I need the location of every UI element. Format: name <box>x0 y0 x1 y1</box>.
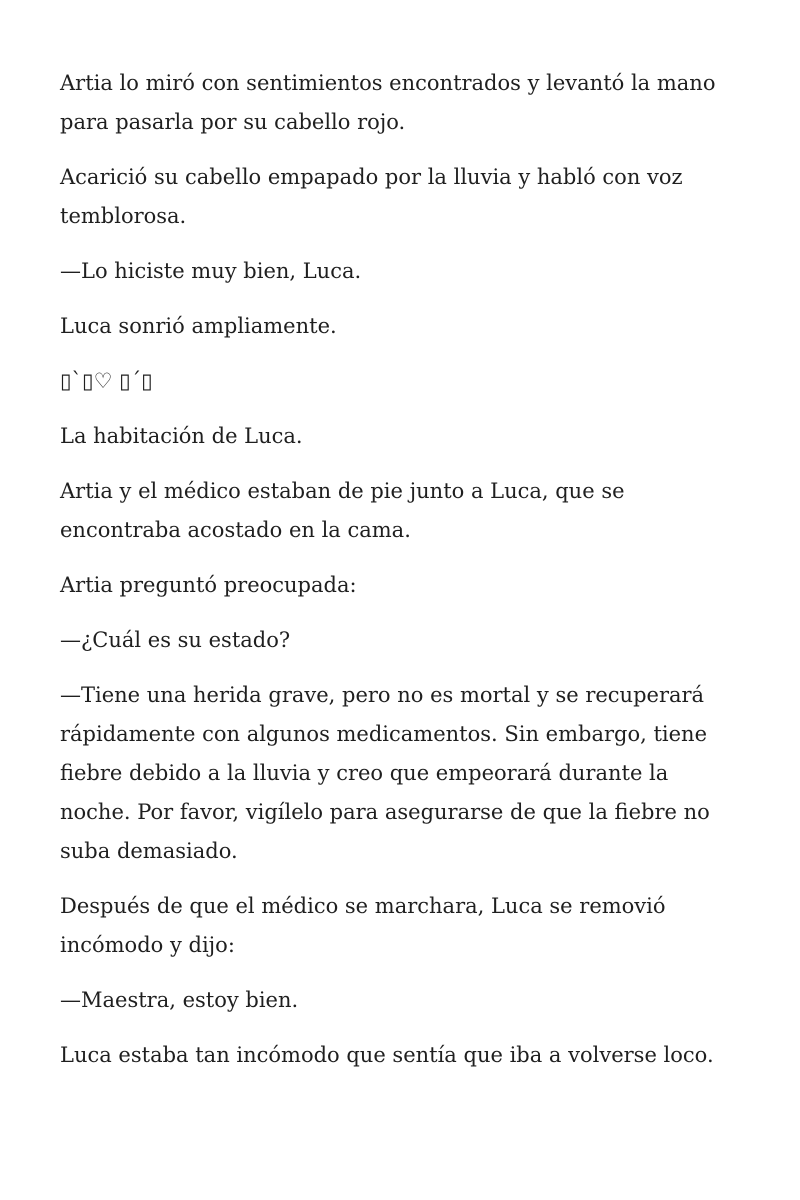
paragraph: Acarició su cabello empapado por la lluvia y habló con voz temblorosa. <box>60 165 683 228</box>
paragraph: —Tiene una herida grave, pero no es mortal y se recuperará rápidamente con algunos medicamentos. Sin embargo, tiene fiebre debido a la lluvia y creo que empeorará durante la noche. Por favor, vigílelo para asegurarse de que la fiebre no suba demasiado. <box>60 683 710 863</box>
paragraph: Luca estaba tan incómodo que sentía que iba a volverse loco. <box>60 1043 714 1067</box>
paragraph: —¿Cuál es su estado? <box>60 628 291 652</box>
paragraph: Artia preguntó preocupada: <box>60 573 357 597</box>
paragraph: —Maestra, estoy bien. <box>60 988 299 1012</box>
paragraph: Artia y el médico estaban de pie junto a Luca, que se encontraba acostado en la cama. <box>60 479 625 542</box>
paragraph: Después de que el médico se marchara, Luca se removió incómodo y dijo: <box>60 894 666 957</box>
scene-break-emoticon: ▯`▯♡ ▯´▯ <box>60 369 153 393</box>
paragraph: La habitación de Luca. <box>60 424 303 448</box>
paragraph: Artia lo miró con sentimientos encontrados y levantó la mano para pasarla por su cabello rojo. <box>60 71 716 134</box>
paragraph: —Lo hiciste muy bien, Luca. <box>60 259 362 283</box>
paragraph: Luca sonrió ampliamente. <box>60 314 337 338</box>
